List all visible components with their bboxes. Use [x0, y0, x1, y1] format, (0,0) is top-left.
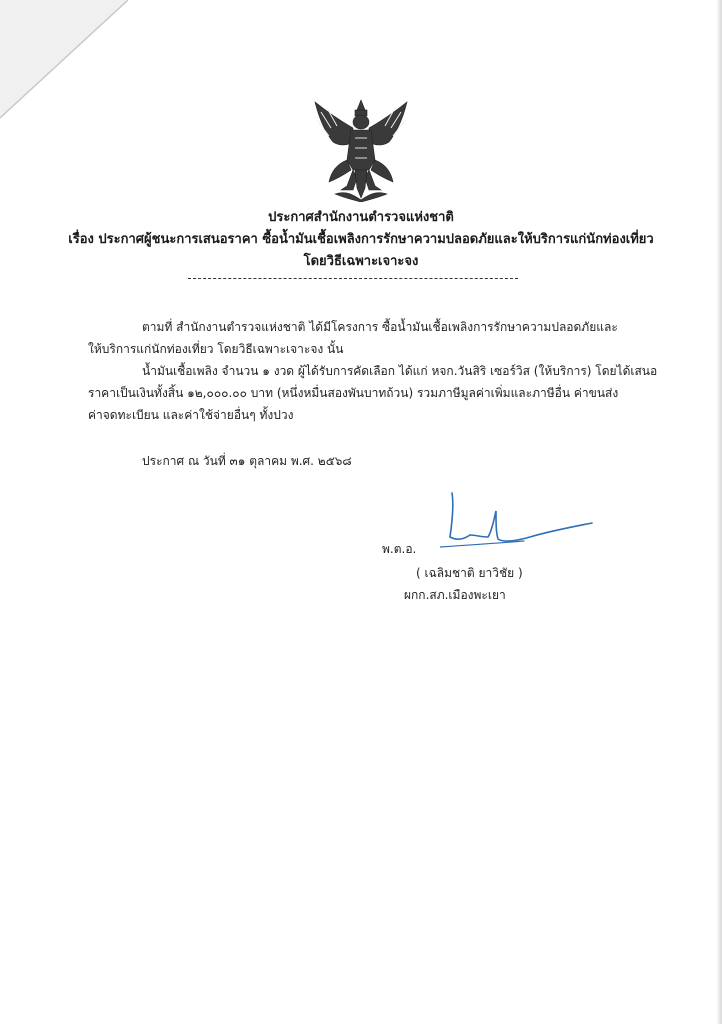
- paragraph-1-line-1: ตามที่ สำนักงานตำรวจแห่งชาติ ได้มีโครงการ ซื้อน้ำมันเชื้อเพลิงการรักษาความปลอดภัยและ: [142, 320, 618, 334]
- folded-corner-mark: [0, 0, 140, 130]
- signatory-rank: พ.ต.อ.: [382, 542, 417, 556]
- handwritten-signature: [440, 485, 600, 555]
- announcement-date: ประกาศ ณ วันที่ ๓๑ ตุลาคม พ.ศ. ๒๕๖๘: [142, 454, 352, 468]
- paragraph-2-line-3: ค่าจดทะเบียน และค่าใช้จ่ายอื่นๆ ทั้งปวง: [88, 408, 294, 422]
- org-announcement-title: ประกาศสำนักงานตำรวจแห่งชาติ: [268, 210, 454, 225]
- procurement-method-line: โดยวิธีเฉพาะเจาะจง: [303, 254, 419, 269]
- subject-line: เรื่อง ประกาศผู้ชนะการเสนอราคา ซื้อน้ำมันเชื้อเพลิงการรักษาความปลอดภัยและให้บริการแก่นักท่องเที่ยว: [68, 232, 654, 247]
- paragraph-2-line-2: ราคาเป็นเงินทั้งสิ้น ๑๒,๐๐๐.๐๐ บาท (หนึ่งหมื่นสองพันบาทถ้วน) รวมภาษีมูลค่าเพิ่มและภาษีอื่น ค่าขนส่ง: [88, 386, 619, 400]
- page-edge-shadow: [716, 0, 722, 1024]
- separator-dashed-line: [188, 278, 518, 279]
- signatory-name: ( เฉลิมชาติ ยาวิชัย ): [416, 566, 523, 580]
- signatory-position: ผกก.สภ.เมืองพะเยา: [404, 588, 506, 602]
- paragraph-2-line-1: น้ำมันเชื้อเพลิง จำนวน ๑ งวด ผู้ได้รับการคัดเลือก ได้แก่ หจก.วันสิริ เซอร์วิส (ให้บริการ) โดยได้เสนอ: [142, 364, 658, 378]
- garuda-emblem-icon: [311, 98, 411, 202]
- paragraph-1-line-2: ให้บริการแก่นักท่องเที่ยว โดยวิธีเฉพาะเจาะจง นั้น: [88, 342, 344, 356]
